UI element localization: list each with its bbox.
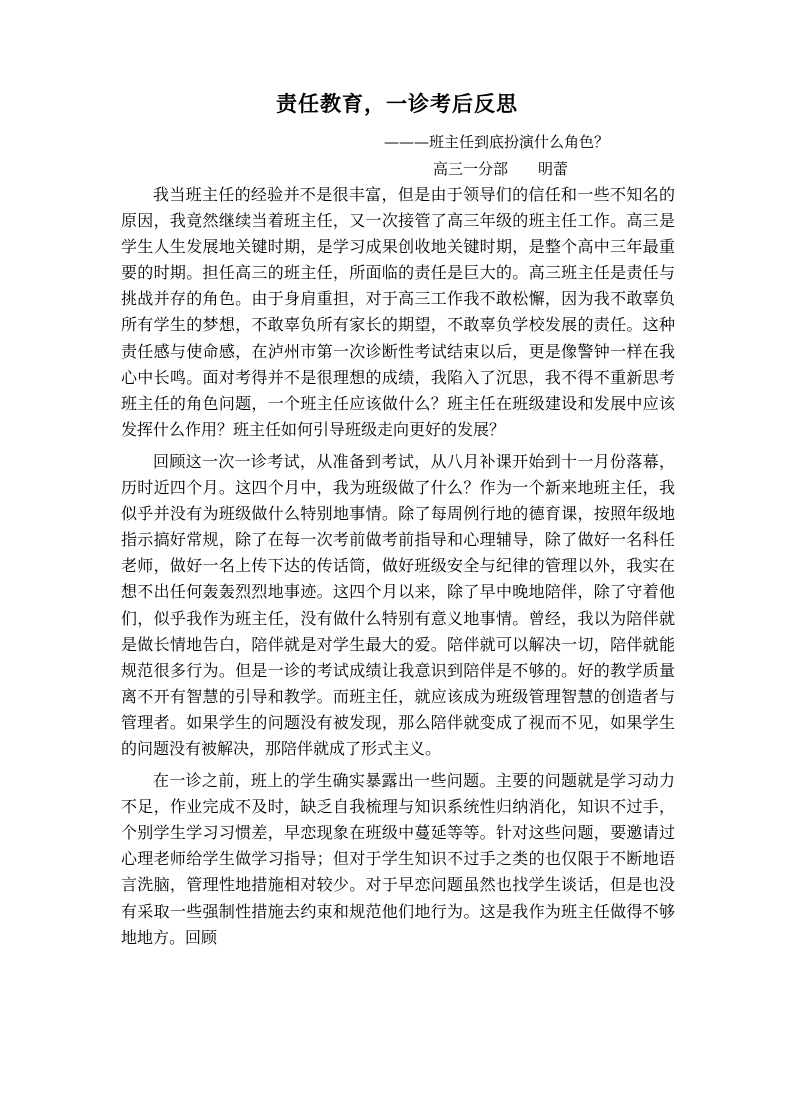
paragraph-2: 回顾这一次一诊考试，从准备到考试，从八月补课开始到十一月份落幕，历时近四个月。这四个月中，我为班级做了什么？作为一个新来地班主任，我似乎并没有为班级做什么特别地事情。除了每周例行地的德育课，按照年级地指示搞好常规，除了在每一次考前做考前指导和心理辅导，除了做好一名科任老师，做好一名上传下达的传话筒，做好班级安全与纪律的管理以外，我实在想不出任何轰轰烈烈地事迹。这四个月以来，除了早中晚地陪伴，除了守着他们，似乎我作为班主任，没有做什么特别有意义地事情。曾经，我以为陪伴就是做长情地告白，陪伴就是对学生最大的爱。陪伴就可以解决一切，陪伴就能规范很多行为。但是一诊的考试成绩让我意识到陪伴是不够的。好的教学质量离不开有智慧的引导和教学。而班主任，就应该成为班级管理智慧的创造者与管理者。如果学生的问题没有被发现，那么陪伴就变成了视而不见，如果学生的问题没有被解决，那陪伴就成了形式主义。: [121, 451, 675, 758]
author-department: 高三一分部: [433, 160, 509, 178]
document-subtitle: ———班主任到底扮演什么角色？: [384, 133, 610, 151]
paragraph-3: 在一诊之前，班上的学生确实暴露出一些问题。主要的问题就是学习动力不足，作业完成不及时，缺乏自我梳理与知识系统性归纳消化，知识不过手，个别学生学习习惯差，早恋现象在班级中蔓延等等。针对这些问题，要邀请过心理老师给学生做学习指导；但对于学生知识不过手之类的也仅限于不断地语言洗脑，管理性地措施相对较少。对于早恋问题虽然也找学生谈话，但是也没有采取一些强制性措施去约束和规范他们地行为。这是我作为班主任做得不够地地方。回顾: [121, 771, 675, 947]
author-line: [433, 158, 568, 179]
document-title: 责任教育，一诊考后反思: [276, 92, 518, 116]
paragraph-1: 我当班主任的经验并不是很丰富，但是由于领导们的信任和一些不知名的原因，我竟然继续当着班主任，又一次接管了高三年级的班主任工作。高三是学生人生发展地关键时期，是学习成果创收地关键时期，是整个高中三年最重要的时期。担任高三的班主任，所面临的责任是巨大的。高三班主任是责任与挑战并存的角色。由于身肩重担，对于高三工作我不敢松懈，因为我不敢辜负所有学生的梦想，不敢辜负所有家长的期望，不敢辜负学校发展的责任。这种责任感与使命感，在泸州市第一次诊断性考试结束以后，更是像警钟一样在我心中长鸣。面对考得并不是很理想的成绩，我陷入了沉思，我不得不重新思考班主任的角色问题，一个班主任应该做什么？班主任在班级建设和发展中应该发挥什么作用？班主任如何引导班级走向更好的发展？: [121, 185, 675, 439]
author-name: 明蕾: [538, 160, 569, 178]
document-body: [121, 182, 675, 951]
